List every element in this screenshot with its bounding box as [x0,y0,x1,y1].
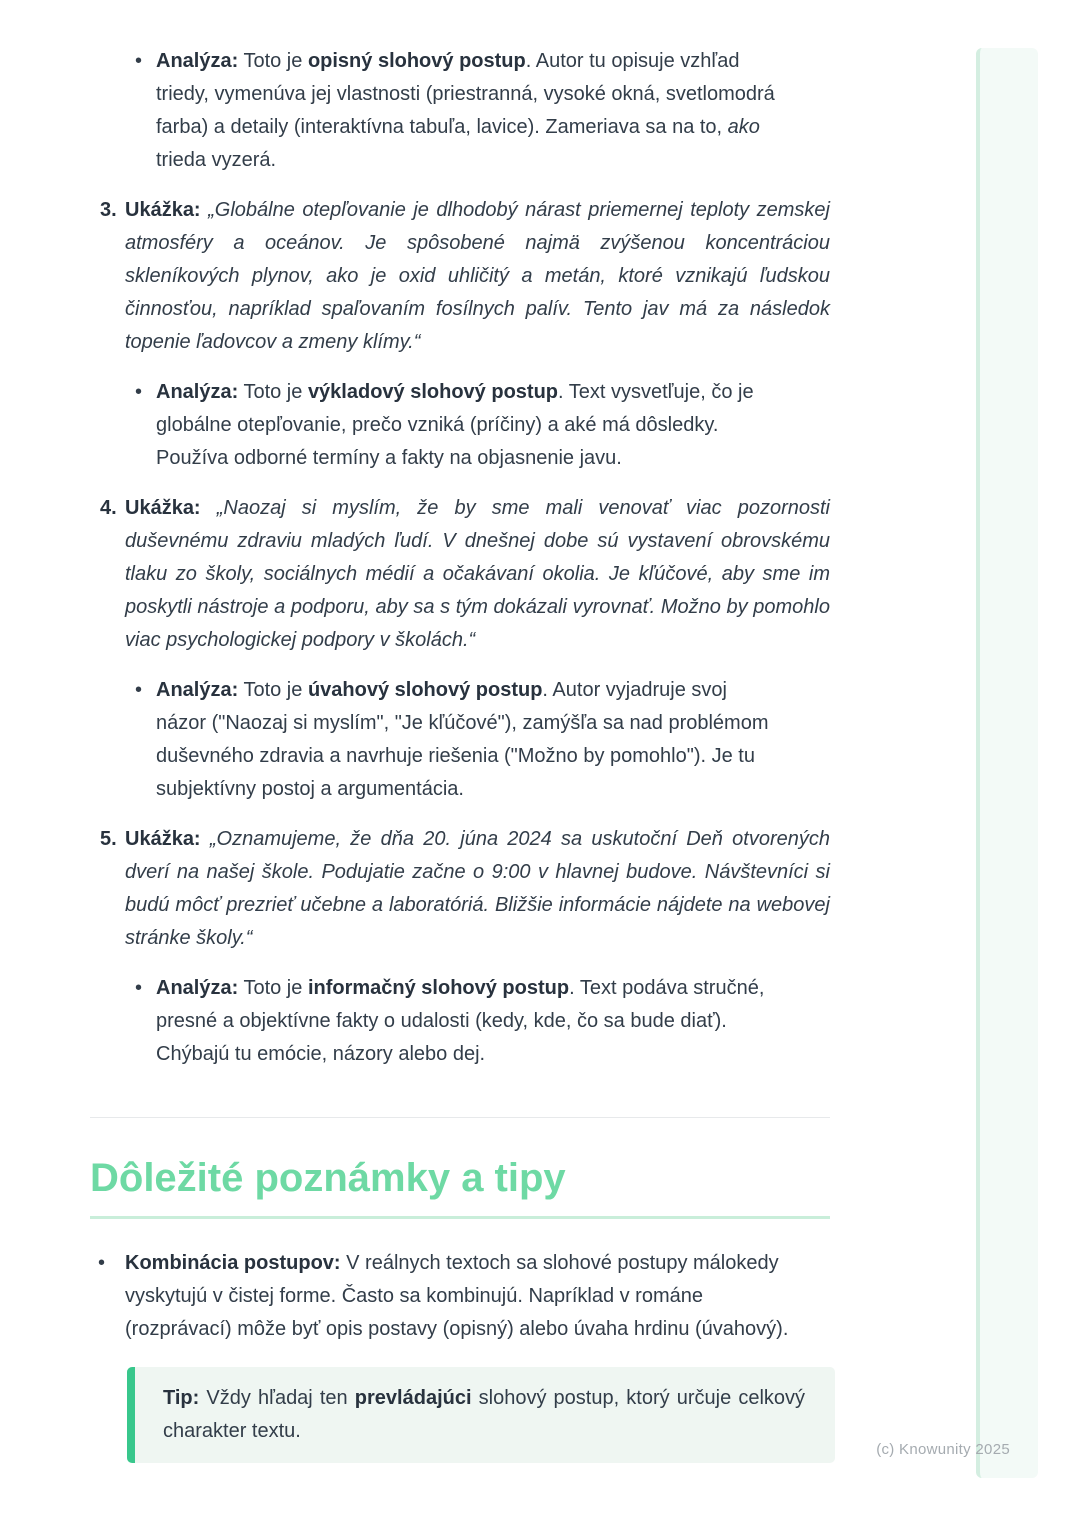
list-number: 3. [100,199,117,221]
text-run: úvahový slohový postup [307,679,543,701]
paragraph-text [125,194,830,359]
text-run: Ukážka: [125,497,201,519]
text-run: Vždy hľadaj ten [199,1387,355,1409]
text-run: Kombinácia postupov: [125,1252,341,1274]
copyright-note: (c) Knowunity 2025 [876,1441,1010,1458]
text-run: slohový postup, ktorý určuje celkový charakter textu. [163,1387,806,1442]
text-run: Analýza: [156,679,239,701]
text-run [201,828,210,850]
analysis-informacny [135,972,830,1071]
text-run: V reálnych textoch sa slohové postupy málokedy vyskytujú v čistej forme. Často sa kombinujú. Napríklad v románe (rozprávací) môže byť opis postavy (opisný) alebo úvaha hrdinu (úvahový). [125,1252,789,1340]
example-5 [100,823,830,955]
text-run: Toto je [238,50,308,72]
text-run [201,497,217,519]
text-run: Ukážka: [125,199,201,221]
text-run: „Naozaj si myslím, že by sme mali venovať viac pozornosti duševnému zdraviu mladých ľudí. V dnešnej dobe sú vystavení obrovskému tlaku zo školy, sociálnych médií a očakávaní okolia. Je kľúčové, aby sme im poskytli nástroje a podporu, aby sa s tým dokázali vyrovnať. Možno by pomohlo viac psychologickej podpory v školách.“ [125,497,830,651]
note-kombinacia [98,1247,830,1346]
bullet-marker: • [135,977,143,999]
paragraph-text [156,674,780,806]
paragraph-text [125,492,830,657]
bullet-marker: • [98,1252,106,1274]
bullet-marker: • [135,679,143,701]
bullet-marker: • [135,50,143,72]
section-divider [90,1117,830,1118]
section-heading-notes: Dôležité poznámky a tipy [90,1154,830,1219]
paragraph-text [125,823,830,955]
text-run: „Globálne otepľovanie je dlhodobý nárast priemernej teploty zemskej atmosféry a oceánov. Je spôsobené najmä zvýšenou koncentráciou skleníkových plynov, ako je oxid uhličitý a metán, ktoré vznikajú ľudskou činnosťou, napríklad spaľovaním fosílnych palív. Tento jav má za následok topenie ľadovcov a zmeny klímy.“ [125,199,830,353]
document-body [90,45,830,1463]
text-run: opisný slohový postup [307,50,526,72]
paragraph-text [156,376,780,475]
text-run: . Text vysvetľuje, čo je globálne otepľovanie, prečo vzniká (príčiny) a aké má dôsledky. Používa odborné termíny a fakty na objasnenie javu. [156,381,754,469]
paragraph-text [156,45,780,177]
list-number: 4. [100,497,117,519]
analysis-vykladovy [135,376,830,475]
text-run: výkladový slohový postup [307,381,559,403]
analysis-uvahovy [135,674,830,806]
text-run [201,199,209,221]
analysis-opisny [135,45,830,177]
text-run: Tip: [163,1387,200,1409]
example-3 [100,194,830,359]
bullet-marker: • [135,381,143,403]
text-run: „Oznamujeme, že dňa 20. júna 2024 sa uskutoční Deň otvorených dverí na našej škole. Podujatie začne o 9:00 v hlavnej budove. Návštevníci si budú môcť prezrieť učebne a laboratóriá. Bližšie informácie nájdete na webovej stránke školy.“ [125,828,831,949]
list-number: 5. [100,828,117,850]
paragraph-text [156,972,780,1071]
example-4 [100,492,830,657]
text-run: Toto je [238,679,308,701]
text-run: informačný slohový postup [307,977,570,999]
page-edge-strip [976,48,1038,1478]
text-run: prevládajúci [354,1387,472,1409]
paragraph-text [125,1247,815,1346]
text-run: Analýza: [156,381,239,403]
text-run: Ukážka: [125,828,201,850]
paragraph-text [163,1382,805,1448]
text-run: Analýza: [156,977,239,999]
text-run: trieda vyzerá. [156,149,277,171]
text-run: ako [727,116,760,138]
text-run: . Text podáva stručné, presné a objektívne fakty o udalosti (kedy, kde, čo sa bude diať). Chýbajú tu emócie, názory alebo dej. [156,977,765,1065]
text-run: Analýza: [156,50,239,72]
text-run: Toto je [238,977,308,999]
tip-callout [127,1367,835,1463]
text-run: . Autor tu opisuje vzhľad triedy, vymenúva jej vlastnosti (priestranná, vysoké okná, svetlomodrá farba) a detaily (interaktívna tabuľa, lavice). Zameriava sa na to, [156,50,775,138]
text-run: Toto je [238,381,308,403]
text-run: . Autor vyjadruje svoj názor ("Naozaj si myslím", "Je kľúčové"), zamýšľa sa nad problémom duševného zdravia a navrhuje riešenia ("Možno by pomohlo"). Je tu subjektívny postoj a argumentácia. [156,679,769,800]
